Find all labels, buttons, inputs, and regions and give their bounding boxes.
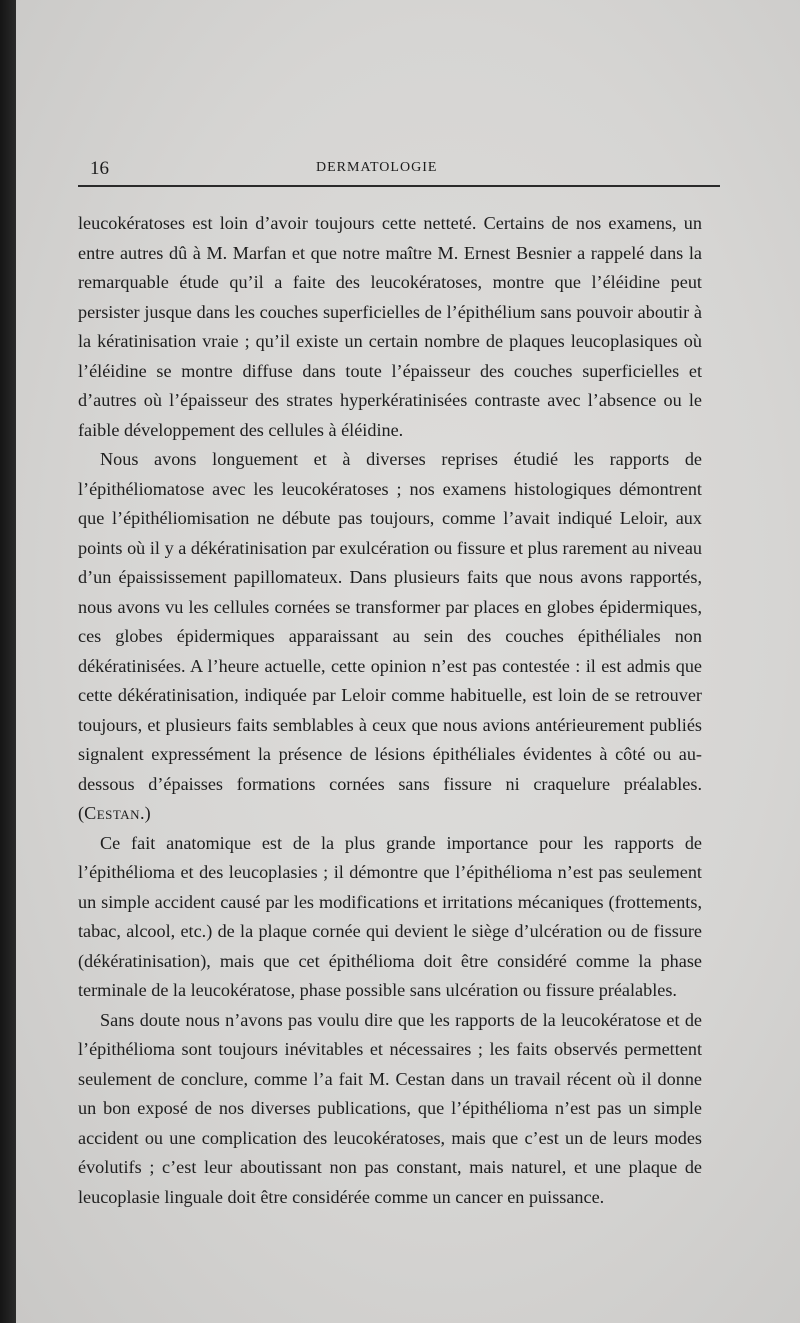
paragraph-2 bbox=[78, 445, 702, 829]
body-text bbox=[78, 209, 702, 1212]
paragraph-1: leucokératoses est loin d’avoir toujours cette netteté. Certains de nos examens, un entre autres dû à M. Marfan et que notre maître M. Ernest Besnier a rappelé dans la remarquable étude qu’il a faite des leucokératoses, montre que l’éléidine peut persister jusque dans les couches superficielles de l’épithélium sans pouvoir aboutir à la kératinisation vraie ; qu’il existe un certain nombre de plaques leucoplasiques où l’éléidine se montre diffuse dans toute l’épaisseur des couches superficielles et d’autres où l’épaisseur des strates hyperkératinisées contraste avec l’absence ou le faible développement des cellules à éléidine. bbox=[78, 213, 702, 440]
paragraph-4: Sans doute nous n’avons pas voulu dire que les rapports de la leucokératose et de l’épithélioma sont toujours inévitables et nécessaires ; les faits observés permettent seulement de conclure, comme l’a fait M. Cestan dans un travail récent où il donne un bon exposé de nos diverses publications, que l’épithélioma n’est pas un simple accident ou une complication des leucokératoses, mais que c’est un de leurs modes évolutifs ; c’est leur aboutissant non pas constant, mais naturel, et une plaque de leucoplasie linguale doit être considérée comme un cancer en puissance. bbox=[78, 1009, 702, 1207]
page-header bbox=[76, 158, 720, 182]
paragraph-3: Ce fait anatomique est de la plus grande importance pour les rapports de l’épithélioma et des leucoplasies ; il démontre que l’épithélioma n’est pas seulement un simple accident causé par les modifications et irritations mécaniques (frottements, tabac, alcool, etc.) de la plaque cornée qui devient le siège d’ulcération ou de fissure (dékératinisation), mais que cet épithélioma doit être considéré comme la phase terminale de la leucokératose, phase possible sans ulcération ou fissure préalables. bbox=[78, 832, 702, 1000]
header-rule bbox=[78, 185, 720, 187]
running-title: DERMATOLOGIE bbox=[316, 160, 438, 175]
citation-author: Cestan bbox=[84, 803, 141, 823]
page-edge-shadow bbox=[0, 0, 16, 1323]
citation-close: .) bbox=[140, 803, 151, 823]
page-number: 16 bbox=[90, 158, 109, 179]
paragraph-2-text: Nous avons longuement et à diverses reprises étudié les rapports de l’épithéliomatose avec les leucokératoses ; nos examens histologiques démontrent que l’épithéliomisation ne débute pas toujours, comme l’avait indiqué Leloir, aux points où il y a dékératinisation par exulcération ou fissure et plus rarement au niveau d’un épaississement papillomateux. Dans plusieurs faits que nous avons rapportés, nous avons vu les cellules cornées se transformer par places en globes épidermiques, ces globes épidermiques apparaissant au sein des couches épithéliales non dékératinisées. A l’heure actuelle, cette opinion n’est pas contestée : il est admis que cette dékératinisation, indiquée par Leloir comme habituelle, est loin de se retrouver toujours, et plusieurs faits semblables à ceux que nous avions antérieurement publiés signalent expressément la présence de lésions épithéliales évidentes à côté ou au-dessous d’épaisses formations cornées sans fissure ni craquelure préalables. ( bbox=[78, 449, 702, 823]
